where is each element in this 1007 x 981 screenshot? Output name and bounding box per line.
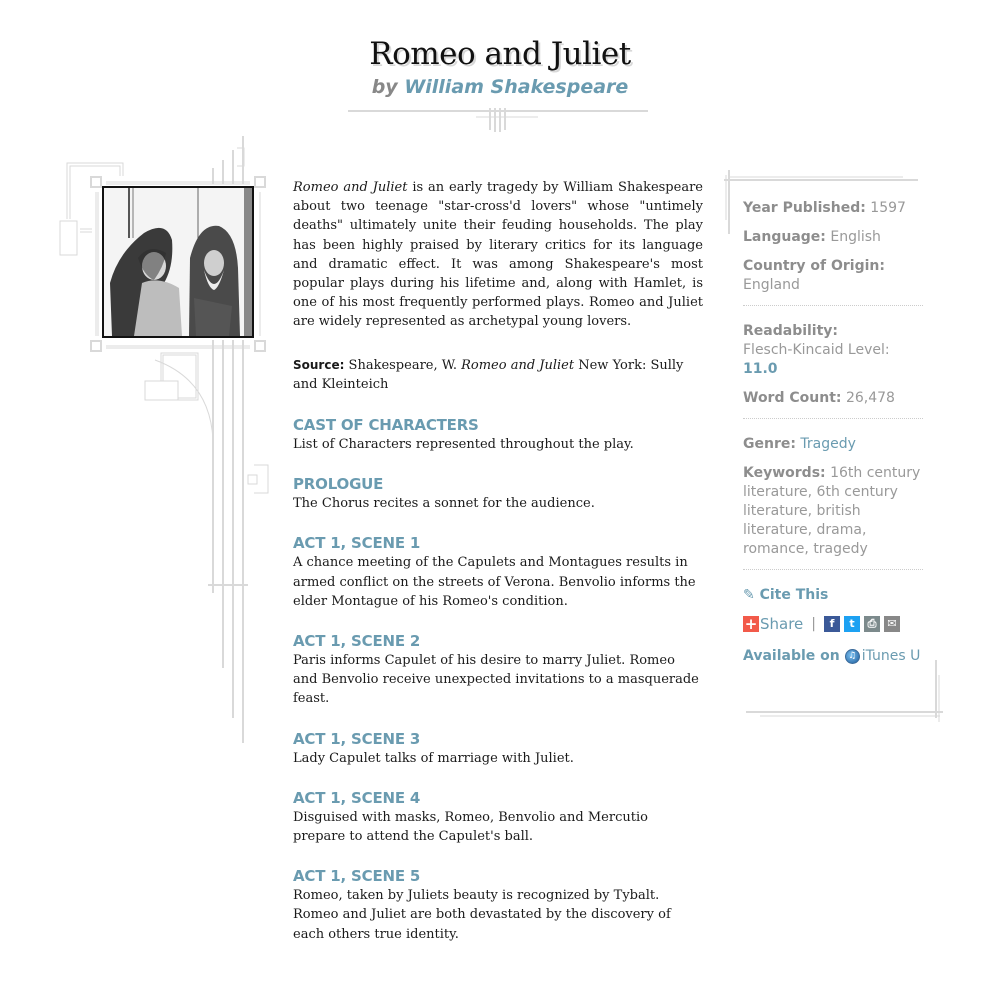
section-summary: Romeo, taken by Juliets beauty is recognized by Tybalt. Romeo and Juliet are both devastated by the discovery of each others true identity. [293,888,671,942]
illustration-engraving-icon [104,188,252,336]
genre-label: Genre: [743,436,796,452]
language-value: English [830,229,881,245]
pencil-icon: ✎ [743,587,755,603]
source-label: Source: [293,357,345,372]
divider [743,305,923,306]
readability-label: Readability: [743,323,839,339]
divider [743,569,923,570]
country-value: England [743,277,800,293]
print-icon[interactable]: ⎙ [864,616,880,632]
section-heading-link[interactable]: ACT 1, SCENE 2 [293,632,421,651]
keywords [743,464,923,559]
section-act1-scene4 [293,789,703,846]
header-ornament [348,108,648,132]
year-published [743,199,923,218]
word-count-label: Word Count: [743,390,842,406]
share-button[interactable]: Share [760,615,804,633]
description-text: is an early tragedy by William Shakespeare about two teenage "star-cross'd lovers" whose "untimely deaths" ultimately unite their feuding households. The play has been highly praised by literary critics for its language and dramatic effect. It was among Shakespeare's most popular plays during his lifetime and, along with Hamlet, is one of his most frequently performed plays. Romeo and Juliet are widely represented as archetypal young lovers. [293,180,703,330]
play-illustration [102,186,254,338]
section-summary: Disguised with masks, Romeo, Benvolio and Mercutio prepare to attend the Capulet's ball. [293,809,648,845]
readability [743,322,923,379]
year-value: 1597 [870,200,906,216]
section-summary: The Chorus recites a sonnet for the audience. [293,496,595,512]
section-heading-link[interactable]: ACT 1, SCENE 3 [293,729,421,748]
description-title: Romeo and Juliet [293,180,408,195]
twitter-icon[interactable]: t [844,616,860,632]
language [743,228,923,247]
keywords-value: 16th century literature, 6th century literature, british literature, drama, romance, tragedy [743,465,921,557]
readability-value: 11.0 [743,361,778,377]
genre [743,435,923,454]
main-content [293,178,703,944]
page-title: Romeo and Juliet [369,36,631,72]
source-citation [293,356,703,394]
section-act1-scene1 [293,534,703,611]
section-summary: A chance meeting of the Capulets and Montagues results in armed conflict on the streets of Verona. Benvolio informs the elder Montague of his Romeo's condition. [293,555,696,609]
page-header [0,34,1000,100]
source-title: Romeo and Juliet [461,357,575,373]
author-link[interactable]: William Shakespeare [404,76,629,98]
plus-icon[interactable]: + [744,615,758,633]
year-label: Year Published: [743,200,866,216]
keywords-label: Keywords: [743,465,826,481]
share-bar [743,615,923,633]
play-description [293,178,703,332]
word-count-value: 26,478 [845,390,895,406]
byline [0,74,1000,100]
section-act1-scene5 [293,867,703,944]
genre-link[interactable]: Tragedy [800,436,856,452]
share-separator: | [811,616,817,632]
itunes-icon: ♫ [845,649,860,664]
email-icon[interactable]: ✉ [884,616,900,632]
word-count [743,389,923,408]
country-label: Country of Origin: [743,258,885,274]
country-of-origin [743,257,923,295]
section-summary: List of Characters represented throughout the play. [293,437,634,453]
section-heading-link[interactable]: ACT 1, SCENE 1 [293,534,421,553]
facebook-icon[interactable]: f [824,616,840,632]
source-publisher: New York: Sully and Kleinteich [293,357,684,392]
section-summary: Lady Capulet talks of marriage with Juliet. [293,750,574,766]
section-heading-link[interactable]: CAST OF CHARACTERS [293,416,479,435]
section-prologue [293,475,703,513]
section-act1-scene2 [293,632,703,709]
byline-prefix: by [371,76,398,98]
itunes-u-link[interactable] [743,647,923,666]
source-author: Shakespeare, W. [344,357,462,373]
readability-scale: Flesch-Kincaid Level: [743,342,890,358]
cite-label: Cite This [759,587,829,603]
divider [743,418,923,419]
section-cast [293,416,703,454]
itunes-label: iTunes U [861,648,921,664]
cite-this-button[interactable] [743,586,923,605]
section-act1-scene3 [293,730,703,768]
section-heading-link[interactable]: ACT 1, SCENE 5 [293,867,421,886]
section-heading-link[interactable]: ACT 1, SCENE 4 [293,788,421,807]
language-label: Language: [743,229,826,245]
section-summary: Paris informs Capulet of his desire to marry Juliet. Romeo and Benvolio receive unexpected invitations to a masquerade feast. [293,653,699,707]
available-on-label: Available on [743,648,840,664]
section-heading-link[interactable]: PROLOGUE [293,475,384,494]
metadata-sidebar [743,199,923,666]
